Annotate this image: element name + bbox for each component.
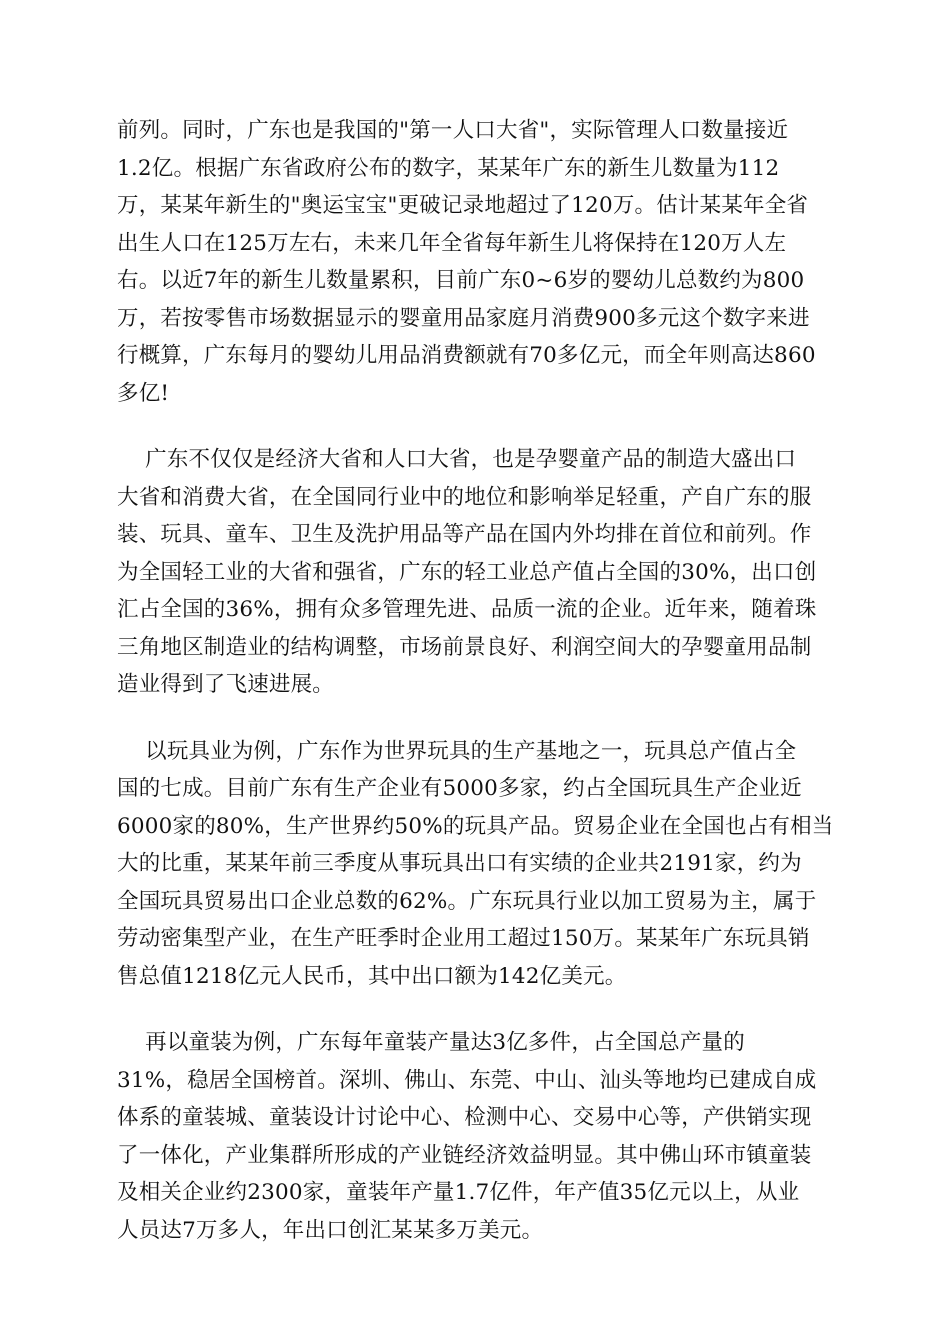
paragraph-gap — [117, 995, 837, 1024]
paragraph-gap — [117, 412, 837, 441]
text-line: 右。以近7年的新生儿数量累积，目前广东0~6岁的婴幼儿总数约为800 — [117, 268, 805, 293]
text-line: 体系的童装城、童装设计讨论中心、检测中心、交易中心等，产供销实现 — [117, 1105, 812, 1130]
text-line: 万，若按零售市场数据显示的婴童用品家庭月消费900多元这个数字来进 — [117, 305, 810, 331]
paragraph-manufacturing — [117, 441, 837, 704]
text-line: 大省和消费大省，在全国同行业中的地位和影响举足轻重，产自广东的服 — [117, 484, 812, 510]
document-body — [117, 112, 837, 1249]
paragraph-population — [117, 112, 837, 412]
text-line: 再以童装为例，广东每年童装产量达3亿多件，占全国总产量的 — [117, 1030, 745, 1055]
paragraph-childrens-clothing — [117, 1024, 837, 1249]
text-line: 汇占全国的36%，拥有众多管理先进、品质一流的企业。近年来，随着珠 — [117, 597, 817, 622]
text-line: 多亿! — [117, 380, 170, 406]
paragraph-toys — [117, 733, 837, 996]
text-line: 全国玩具贸易出口企业总数的62%。广东玩具行业以加工贸易为主，属于 — [117, 888, 817, 914]
text-line: 为全国轻工业的大省和强省，广东的轻工业总产值占全国的30%，出口创 — [117, 559, 817, 585]
text-line: 行概算，广东每月的婴幼儿用品消费额就有70多亿元，而全年则高达860 — [117, 343, 816, 368]
text-line: 广东不仅仅是经济大省和人口大省，也是孕婴童产品的制造大盛出口 — [117, 447, 797, 472]
text-line: 劳动密集型产业，在生产旺季时企业用工超过150万。某某年广东玩具销 — [117, 926, 810, 951]
text-line: 6000家的80%，生产世界约50%的玩具产品。贸易企业在全国也占有相当 — [117, 813, 834, 839]
text-line: 万，某某年新生的"奥运宝宝"更破记录地超过了120万。估计某某年全省 — [117, 193, 809, 218]
text-line: 三角地区制造业的结构调整，市场前景良好、利润空间大的孕婴童用品制 — [117, 634, 812, 660]
text-line: 出生人口在125万左右，未来几年全省每年新生儿将保持在120万人左 — [117, 230, 787, 256]
text-line: 装、玩具、童车、卫生及洗护用品等产品在国内外均排在首位和前列。作 — [117, 522, 812, 547]
text-line: 以玩具业为例，广东作为世界玩具的生产基地之一，玩具总产值占全 — [117, 738, 797, 764]
paragraph-gap — [117, 704, 837, 733]
text-line: 31%，稳居全国榜首。深圳、佛山、东莞、中山、汕头等地均已建成自成 — [117, 1067, 817, 1093]
text-line: 了一体化，产业集群所形成的产业链经济效益明显。其中佛山环市镇童装 — [117, 1142, 812, 1168]
text-line: 及相关企业约2300家，童装年产量1.7亿件，年产值35亿元以上，从业 — [117, 1180, 800, 1205]
text-line: 造业得到了飞速进展。 — [117, 672, 335, 697]
text-line: 前列。同时，广东也是我国的"第一人口大省"，实际管理人口数量接近 — [117, 118, 789, 143]
text-line: 1.2亿。根据广东省政府公布的数字，某某年广东的新生儿数量为112 — [117, 155, 780, 181]
text-line: 人员达7万多人，年出口创汇某某多万美元。 — [117, 1217, 544, 1243]
text-line: 大的比重，某某年前三季度从事玩具出口有实绩的企业共2191家，约为 — [117, 851, 802, 876]
text-line: 售总值1218亿元人民币，其中出口额为142亿美元。 — [117, 963, 627, 989]
text-line: 国的七成。目前广东有生产企业有5000多家，约占全国玩具生产企业近 — [117, 776, 802, 801]
